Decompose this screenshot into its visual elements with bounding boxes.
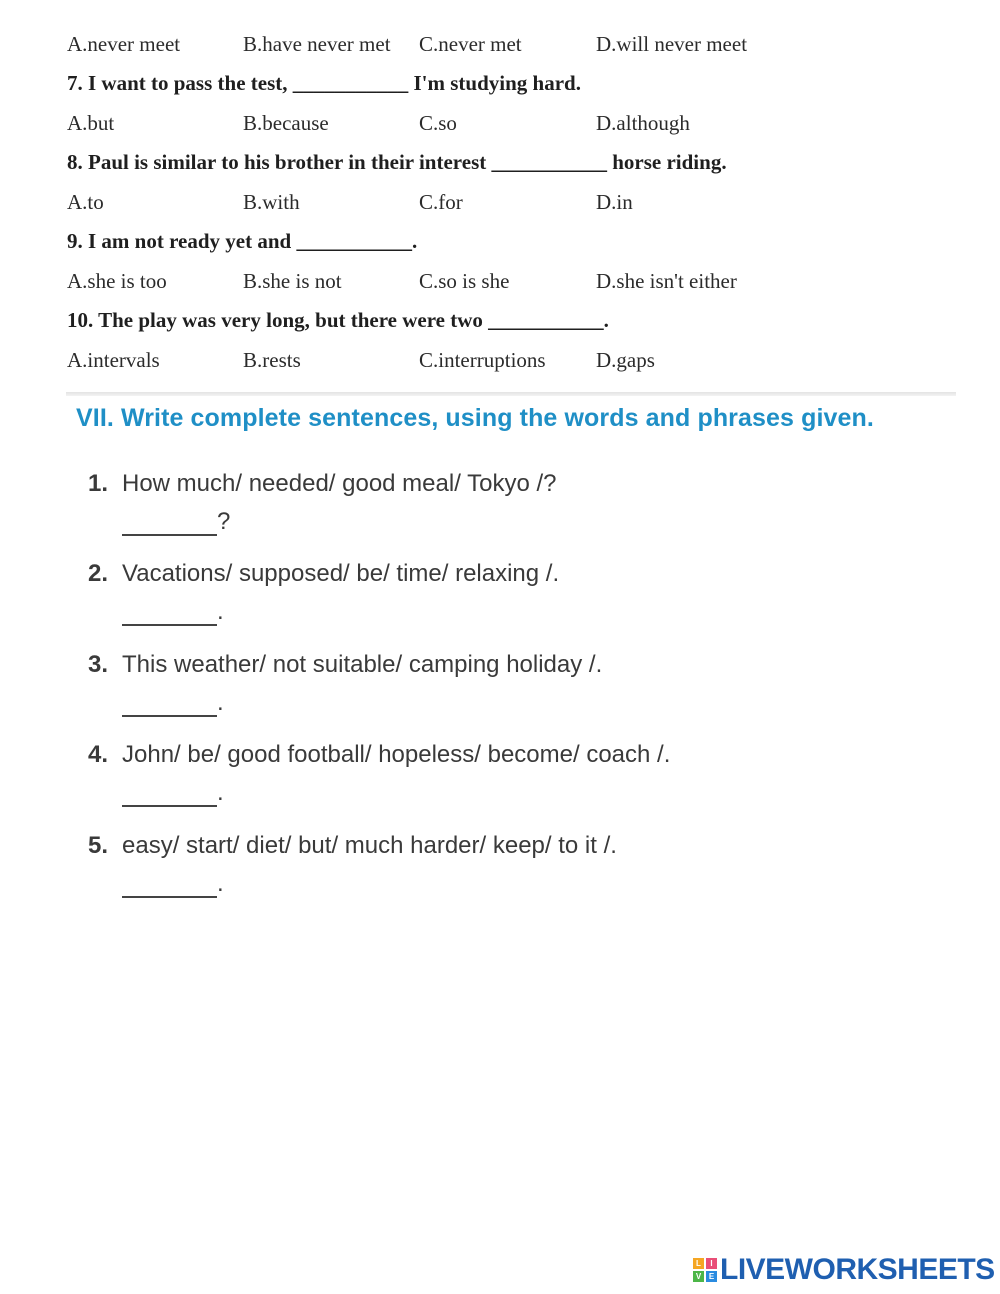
answer-line — [122, 870, 224, 898]
question-9: 9. I am not ready yet and ___________. — [67, 229, 418, 253]
option-a[interactable]: A.never meet — [67, 32, 181, 56]
option-b[interactable]: B.she is not — [243, 269, 342, 293]
option-a[interactable]: A.she is too — [67, 269, 167, 293]
item-prompt: John/ be/ good football/ hopeless/ become/ coach /. — [122, 741, 671, 768]
item-prompt: Vacations/ supposed/ be/ time/ relaxing /. — [122, 560, 560, 587]
option-d[interactable]: D.although — [596, 111, 690, 135]
answer-end-mark: . — [217, 870, 224, 897]
answer-line — [122, 779, 224, 807]
answer-line — [122, 508, 230, 536]
option-c[interactable]: C.never met — [419, 32, 522, 56]
option-b[interactable]: B.with — [243, 190, 300, 214]
option-b[interactable]: B.have never met — [243, 32, 391, 56]
question-7: 7. I want to pass the test, ___________ I'm studying hard. — [67, 71, 581, 95]
question-8: 8. Paul is similar to his brother in their interest ___________ horse riding. — [67, 150, 727, 174]
item-prompt: How much/ needed/ good meal/ Tokyo /? — [122, 470, 557, 497]
answer-blank-input[interactable] — [122, 689, 217, 717]
item-prompt: easy/ start/ diet/ but/ much harder/ keep/ to it /. — [122, 832, 617, 859]
answer-end-mark: . — [217, 598, 224, 625]
option-b[interactable]: B.because — [243, 111, 329, 135]
logo-mark-i: I — [706, 1258, 717, 1269]
answer-blank-input[interactable] — [122, 508, 217, 536]
answer-line — [122, 689, 224, 717]
logo-mark-e: E — [706, 1271, 717, 1282]
option-b[interactable]: B.rests — [243, 348, 301, 372]
item-number: 2. — [88, 560, 109, 587]
answer-blank-input[interactable] — [122, 598, 217, 626]
item-prompt: This weather/ not suitable/ camping holiday /. — [122, 651, 603, 678]
option-d[interactable]: D.gaps — [596, 348, 655, 372]
option-a[interactable]: A.intervals — [67, 348, 160, 372]
answer-blank-input[interactable] — [122, 870, 217, 898]
liveworksheets-logo[interactable] — [693, 1254, 995, 1286]
logo-mark-l: L — [693, 1258, 704, 1269]
logo-text: LIVEWORKSHEETS — [720, 1253, 995, 1286]
answer-line — [122, 598, 224, 626]
item-number: 5. — [88, 832, 109, 859]
answer-end-mark: . — [217, 779, 224, 806]
answer-end-mark: ? — [217, 508, 231, 535]
question-10: 10. The play was very long, but there were two ___________. — [67, 308, 609, 332]
answer-blank-input[interactable] — [122, 779, 217, 807]
item-number: 4. — [88, 741, 109, 768]
item-number: 1. — [88, 470, 109, 497]
option-c[interactable]: C.so is she — [419, 269, 510, 293]
option-c[interactable]: C.for — [419, 190, 463, 214]
option-c[interactable]: C.interruptions — [419, 348, 546, 372]
logo-mark-icon — [693, 1258, 717, 1282]
option-a[interactable]: A.but — [67, 111, 115, 135]
option-d[interactable]: D.in — [596, 190, 633, 214]
option-d[interactable]: D.will never meet — [596, 32, 748, 56]
option-d[interactable]: D.she isn't either — [596, 269, 737, 293]
answer-end-mark: . — [217, 689, 224, 716]
option-a[interactable]: A.to — [67, 190, 104, 214]
option-c[interactable]: C.so — [419, 111, 457, 135]
section-title: VII. Write complete sentences, using the words and phrases given. — [76, 404, 874, 432]
item-number: 3. — [88, 651, 109, 678]
logo-mark-v: V — [693, 1271, 704, 1282]
section-divider — [66, 392, 956, 396]
